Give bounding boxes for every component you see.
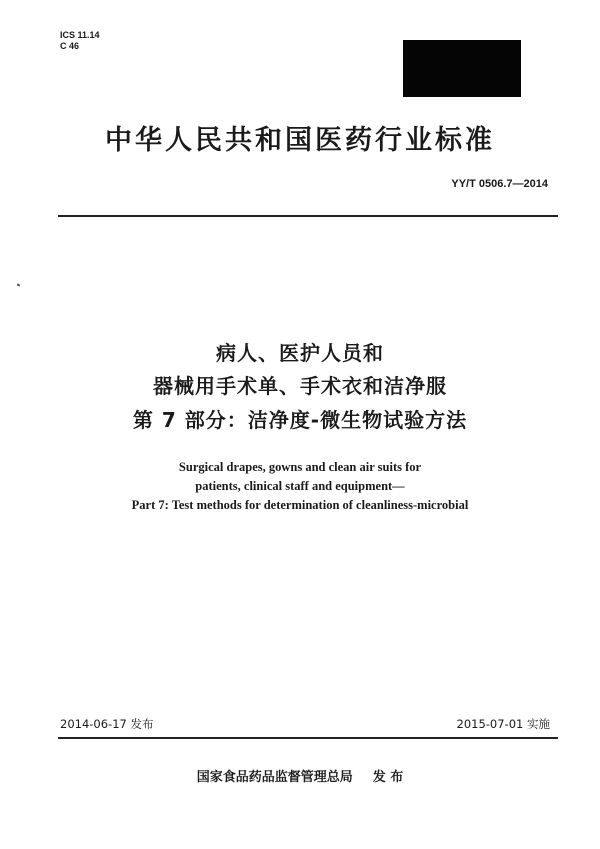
chinese-title-line-1: 病人、医护人员和 xyxy=(216,341,384,365)
scan-speck xyxy=(17,283,21,286)
issue-date: 2014-06-17 发布 xyxy=(60,717,154,731)
implementation-date: 2015-07-01 实施 xyxy=(456,717,550,731)
publish-action: 发 布 xyxy=(372,770,404,785)
publisher-name: 国家食品药品监督管理总局 xyxy=(196,770,353,785)
publisher-line xyxy=(0,766,600,785)
top-divider xyxy=(58,215,558,217)
redaction-block xyxy=(403,40,521,97)
ccs-code: C 46 xyxy=(60,41,80,51)
english-title-line-2: patients, clinical staff and equipment— xyxy=(195,479,405,493)
english-title-line-1: Surgical drapes, gowns and clean air suits for xyxy=(178,460,422,474)
chinese-title-line-3: 第 7 部分：洁净度-微生物试验方法 xyxy=(132,408,468,432)
standard-number: YY/T 0506.7—2014 xyxy=(451,178,548,190)
standard-type-title: 中华人民共和国医药行业标准 xyxy=(105,125,495,156)
english-title-line-3: Part 7: Test methods for determination of cleanliness-microbial xyxy=(131,498,469,512)
ics-code: ICS 11.14 xyxy=(60,30,100,40)
bottom-divider xyxy=(58,737,558,739)
ics-classification xyxy=(60,30,100,52)
chinese-title-line-2: 器械用手术单、手术衣和洁净服 xyxy=(153,374,447,398)
